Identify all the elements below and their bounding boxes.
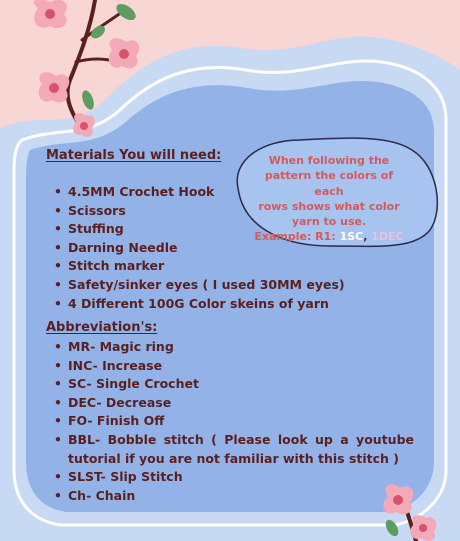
abbreviation-item: • Ch- Chain <box>54 487 414 506</box>
example-1dec: 1DEC <box>371 230 404 244</box>
materials-item: • Darning Needle <box>54 239 345 258</box>
materials-item: • 4 Different 100G Color skeins of yarn <box>54 295 345 314</box>
note-line: yarn to use. <box>291 215 367 229</box>
materials-item: • 4.5MM Crochet Hook <box>54 183 345 202</box>
materials-item: • Safety/sinker eyes ( I used 30MM eyes) <box>54 276 345 295</box>
abbreviations-list <box>54 338 414 505</box>
abbreviation-item: • FO- Finish Off <box>54 412 414 431</box>
materials-item: • Scissors <box>54 202 345 221</box>
abbreviation-item: • INC- Increase <box>54 357 414 376</box>
materials-item: • Stuffing <box>54 220 345 239</box>
abbreviation-item: • MR- Magic ring <box>54 338 414 357</box>
abbreviation-item: • SC- Single Crochet <box>54 375 414 394</box>
color-note <box>254 153 404 245</box>
example-label: Example: R1: <box>254 230 336 244</box>
note-example <box>254 229 404 244</box>
materials-heading: Materials You will need: <box>46 148 222 163</box>
note-line: pattern the colors of each <box>264 169 394 198</box>
note-line: rows shows what color <box>258 199 400 213</box>
note-line: When following the <box>268 154 390 167</box>
abbreviation-item: • BBL- Bobble stitch ( Please look up a youtube tutorial if you are not familiar with this stitch ) <box>54 431 414 468</box>
example-1sc: 1SC <box>339 230 364 244</box>
example-comma: , <box>363 230 368 244</box>
abbreviation-item: • SLST- Slip Stitch <box>54 468 414 487</box>
abbreviation-item: • DEC- Decrease <box>54 394 414 413</box>
abbreviations-heading: Abbreviation's: <box>46 320 158 335</box>
materials-item: • Stitch marker <box>54 257 345 276</box>
